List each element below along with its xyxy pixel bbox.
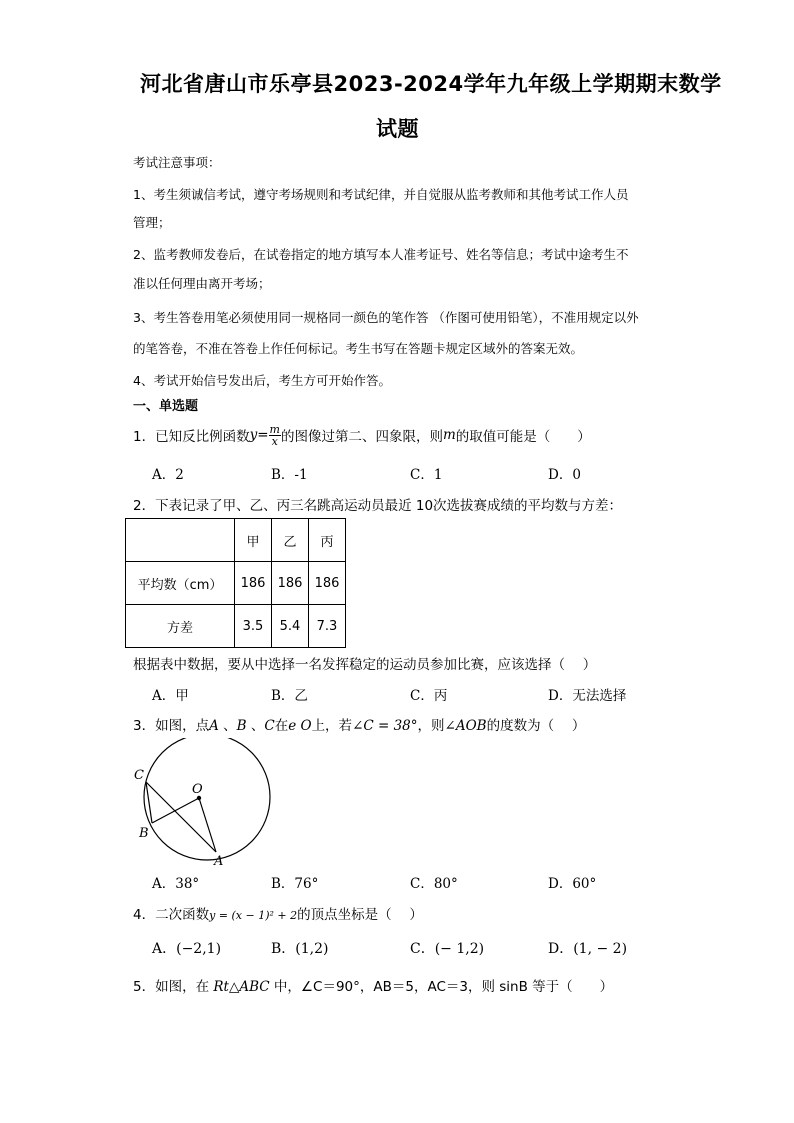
q3-point-b: B: [236, 718, 247, 734]
q3-point-c: C: [264, 718, 275, 734]
q2-option-d[interactable]: D．无法选择: [548, 688, 627, 704]
q2-option-b[interactable]: B．乙: [271, 688, 308, 704]
q1-equals: =: [257, 427, 269, 443]
q3-suffix: 的度数为（ ）: [486, 718, 586, 734]
table-row: [126, 562, 346, 605]
q3-angle-c: ∠C = 38°: [352, 718, 418, 734]
q1-middle: 的图像过第二、四象限，则: [280, 429, 443, 445]
page-title-line2: 试题: [376, 117, 419, 141]
q1-var-y: y: [249, 427, 258, 443]
notice-item-1-cont: 管理；: [133, 215, 171, 230]
q3-sep-2: 、: [246, 718, 265, 734]
page-title: 河北省唐山市乐亭县2023-2024学年九年级上学期期末数学: [140, 72, 722, 96]
q2-option-c[interactable]: C．丙: [410, 688, 448, 704]
label-a: A: [214, 854, 224, 868]
question-3: [133, 714, 585, 734]
score-table: [125, 518, 346, 648]
notice-heading: 考试注意事项：: [133, 155, 221, 170]
q3-option-a[interactable]: A．38°: [152, 876, 200, 892]
q3-option-b[interactable]: B．76°: [271, 876, 319, 892]
label-b: B: [139, 826, 149, 841]
table-header-row: [126, 519, 346, 562]
circle-diagram: [128, 738, 278, 868]
question-1: [133, 418, 591, 452]
q3-prefix: 3．如图，点: [133, 718, 210, 734]
table-cell: 方差: [126, 605, 235, 648]
table-header-cell: 丙: [309, 519, 346, 562]
notice-item-1: 1、考生须诚信考试，遵守考场规则和考试纪律，并自觉服从监考教师和其他考试工作人员: [133, 187, 629, 202]
q3-middle-2: ，则: [417, 718, 445, 734]
q4-option-c[interactable]: C．(− 1,2): [410, 941, 485, 957]
q2-followup: 根据表中数据，要从中选择一名发挥稳定的运动员参加比赛，应该选择（ ）: [133, 657, 597, 673]
table-cell: 3.5: [235, 605, 272, 648]
q1-prefix: 1．已知反比例函数: [133, 429, 250, 445]
table-header-cell: [126, 519, 235, 562]
q5-triangle: Rt△ABC: [213, 979, 270, 995]
q1-fraction: [269, 424, 281, 447]
q3-option-c[interactable]: C．80°: [410, 876, 458, 892]
q1-option-d[interactable]: D．0: [548, 467, 581, 483]
q3-option-d[interactable]: D．60°: [548, 876, 597, 892]
question-5: [133, 975, 613, 995]
table-cell: 7.3: [309, 605, 346, 648]
q1-option-b[interactable]: B．-1: [271, 467, 308, 483]
notice-item-3-cont: 的笔答卷，不准在答卷上作任何标记。考生书写在答题卡规定区域外的答案无效。: [133, 341, 584, 356]
table-cell: 5.4: [272, 605, 309, 648]
table-cell: 186: [272, 562, 309, 605]
notice-item-2: 2、监考教师发卷后，在试卷指定的地方填写本人准考证号、姓名等信息；考试中途考生不: [133, 247, 629, 262]
segment-bo: [152, 798, 199, 823]
q4-option-b[interactable]: B．(1,2): [271, 941, 329, 957]
section-heading: 一、单选题: [133, 399, 199, 414]
q3-circle: e O: [288, 718, 312, 734]
q3-point-a: A: [209, 718, 219, 734]
label-c: C: [134, 768, 144, 783]
q4-suffix: 的顶点坐标是（ ）: [297, 907, 423, 923]
q3-angle-aob: ∠AOB: [444, 718, 487, 734]
q5-prefix: 5．如图，在: [133, 979, 214, 995]
q3-middle: 上，若: [311, 718, 353, 734]
q1-option-a[interactable]: A．2: [152, 467, 184, 483]
table-cell: 186: [235, 562, 272, 605]
q4-prefix: 4．二次函数: [133, 907, 210, 923]
notice-item-2-cont: 准以任何理由离开考场；: [133, 276, 271, 291]
q1-var-m: m: [442, 427, 456, 443]
q1-denominator: x: [271, 434, 278, 448]
q2-option-a[interactable]: A．甲: [152, 688, 189, 704]
q4-formula: y = (x − 1)² + 2: [209, 909, 298, 922]
notice-item-4: 4、考试开始信号发出后，考生方可开始作答。: [133, 373, 391, 388]
q1-numerator: m: [269, 422, 280, 436]
q3-in: 在: [274, 718, 289, 734]
q1-suffix: 的取值可能是（ ）: [455, 429, 591, 445]
q1-option-c[interactable]: C．1: [410, 467, 443, 483]
q4-option-a[interactable]: A．(−2,1): [152, 941, 222, 957]
q5-text: 中，∠C＝90°，AB＝5，AC＝3，则 sinB 等于（ ）: [269, 979, 614, 995]
table-row: [126, 605, 346, 648]
table-cell: 186: [309, 562, 346, 605]
notice-item-3: 3、考生答卷用笔必须使用同一规格同一颜色的笔作答 （作图可使用铅笔），不准用规定以外: [133, 310, 639, 325]
q3-sep-1: 、: [218, 718, 237, 734]
table-header-cell: 乙: [272, 519, 309, 562]
q4-option-d[interactable]: D．(1, − 2): [548, 941, 628, 957]
table-header-cell: 甲: [235, 519, 272, 562]
question-2: 2．下表记录了甲、乙、丙三名跳高运动员最近 10次选拔赛成绩的平均数与方差：: [133, 498, 623, 514]
question-4: [133, 903, 423, 923]
label-o: O: [192, 782, 203, 797]
table-cell: 平均数（cm）: [126, 562, 235, 605]
